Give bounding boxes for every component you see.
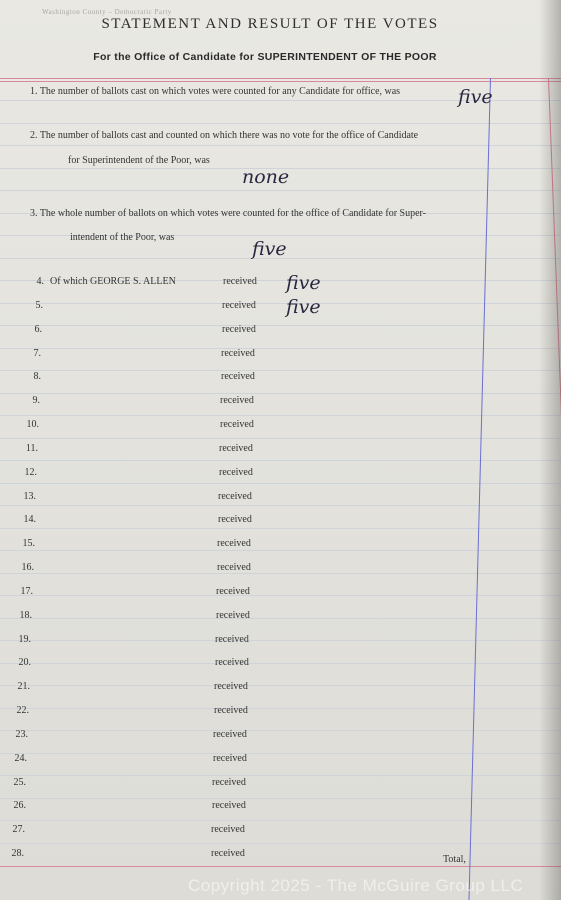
row-number: 19. [18, 633, 31, 645]
item-2-handwritten-answer: none [242, 166, 290, 188]
received-label: received [221, 347, 255, 359]
row-number: 9. [32, 395, 40, 407]
row-number: 12. [24, 466, 37, 478]
row-number: 24. [14, 752, 27, 764]
received-label: received [222, 323, 256, 335]
received-label: received [213, 728, 247, 740]
ruled-line [0, 708, 561, 709]
page-edge-shadow [539, 0, 561, 900]
row-number: 17. [20, 585, 33, 597]
ruled-line [0, 325, 561, 326]
ruled-line [0, 415, 561, 416]
row-number: 20. [18, 657, 31, 669]
row-number: 15. [22, 538, 35, 550]
row-number: 22. [16, 705, 29, 716]
received-label: received [214, 705, 248, 716]
received-label: received [215, 657, 249, 669]
top-red-rule-2 [0, 81, 561, 82]
row-number: 6. [34, 323, 42, 335]
page-subtitle: For the Office of Candidate for SUPERINTENDENT OF THE POOR [93, 51, 437, 63]
received-label: received [212, 776, 246, 788]
total-label: Total, [443, 854, 466, 865]
top-red-rule [0, 78, 561, 79]
received-label: received [222, 299, 256, 311]
received-label: received [220, 419, 254, 430]
received-label: received [217, 538, 251, 550]
faint-header-line: Washington County – Democratic Party [42, 8, 172, 16]
item-1-text: 1. The number of ballots cast on which votes were counted for any Candidate for office, was [30, 86, 401, 97]
ruled-line [0, 370, 561, 371]
page-title: STATEMENT AND RESULT OF THE VOTES [101, 16, 439, 32]
received-label: received [223, 276, 257, 287]
received-label: received [219, 442, 253, 454]
received-label: received [216, 609, 250, 621]
ruled-line [0, 685, 561, 686]
ruled-line [0, 775, 561, 776]
received-label: received [221, 371, 255, 383]
row-number: 16. [21, 562, 34, 573]
ruled-line [0, 663, 561, 664]
received-label: received [214, 681, 248, 693]
received-label: received [216, 585, 250, 597]
row-number: 27. [12, 824, 25, 836]
received-label: received [218, 514, 252, 526]
item-1-handwritten-answer: five [458, 86, 493, 108]
row-number: 8. [33, 371, 41, 383]
row-number: 10. [26, 419, 39, 430]
row-number: 26. [13, 800, 26, 812]
item-3-text-line1: 3. The whole number of ballots on which votes were counted for the office of Candidate for Super- [30, 208, 426, 219]
ruled-line [0, 348, 561, 349]
received-label: received [211, 848, 245, 859]
blue-margin-line [468, 78, 491, 900]
ruled-line [0, 730, 561, 731]
item-2-text-line2: for Superintendent of the Poor, was [68, 155, 210, 166]
ruled-line [0, 483, 561, 484]
ruled-line [0, 753, 561, 754]
row-number: 23. [15, 728, 28, 740]
candidate-name: Of which GEORGE S. ALLEN [50, 276, 176, 287]
row-number: 13. [23, 490, 36, 502]
row-number: 21. [17, 681, 30, 693]
bottom-red-rule [0, 866, 561, 867]
ruled-line [0, 820, 561, 821]
received-label: received [220, 395, 254, 407]
received-label: received [218, 490, 252, 502]
ruled-line [0, 145, 561, 146]
received-label: received [217, 562, 251, 573]
received-label: received [219, 466, 253, 478]
item-2-text-line1: 2. The number of ballots cast and counted on which there was no vote for the office of Candidate [30, 130, 419, 141]
ruled-line [0, 843, 561, 844]
copyright-watermark: Copyright 2025 - The McGuire Group LLC [188, 876, 524, 895]
ruled-line [0, 505, 561, 506]
ruled-line [0, 123, 561, 124]
row-number: 25. [13, 776, 26, 788]
row-number: 5. [35, 299, 43, 311]
received-label: received [211, 824, 245, 836]
row-number: 18. [19, 609, 32, 621]
ruled-line [0, 438, 561, 439]
item-3-handwritten-answer: five [252, 238, 287, 260]
row-number: 14. [23, 514, 36, 526]
ruled-line [0, 460, 561, 461]
ruled-line [0, 393, 561, 394]
handwritten-vote-count: five [286, 272, 321, 294]
received-label: received [212, 800, 246, 812]
row-number: 4. [36, 276, 44, 287]
row-number: 11. [25, 442, 38, 454]
ruled-line [0, 528, 561, 529]
ruled-line [0, 303, 561, 304]
ruled-line [0, 640, 561, 641]
ruled-line [0, 190, 561, 191]
ruled-line [0, 798, 561, 799]
received-label: received [213, 752, 247, 764]
received-label: received [215, 633, 249, 645]
row-number: 28. [11, 848, 24, 859]
handwritten-vote-count: five [286, 295, 321, 318]
row-number: 7. [33, 347, 41, 359]
item-3-text-line2: intendent of the Poor, was [70, 232, 175, 243]
